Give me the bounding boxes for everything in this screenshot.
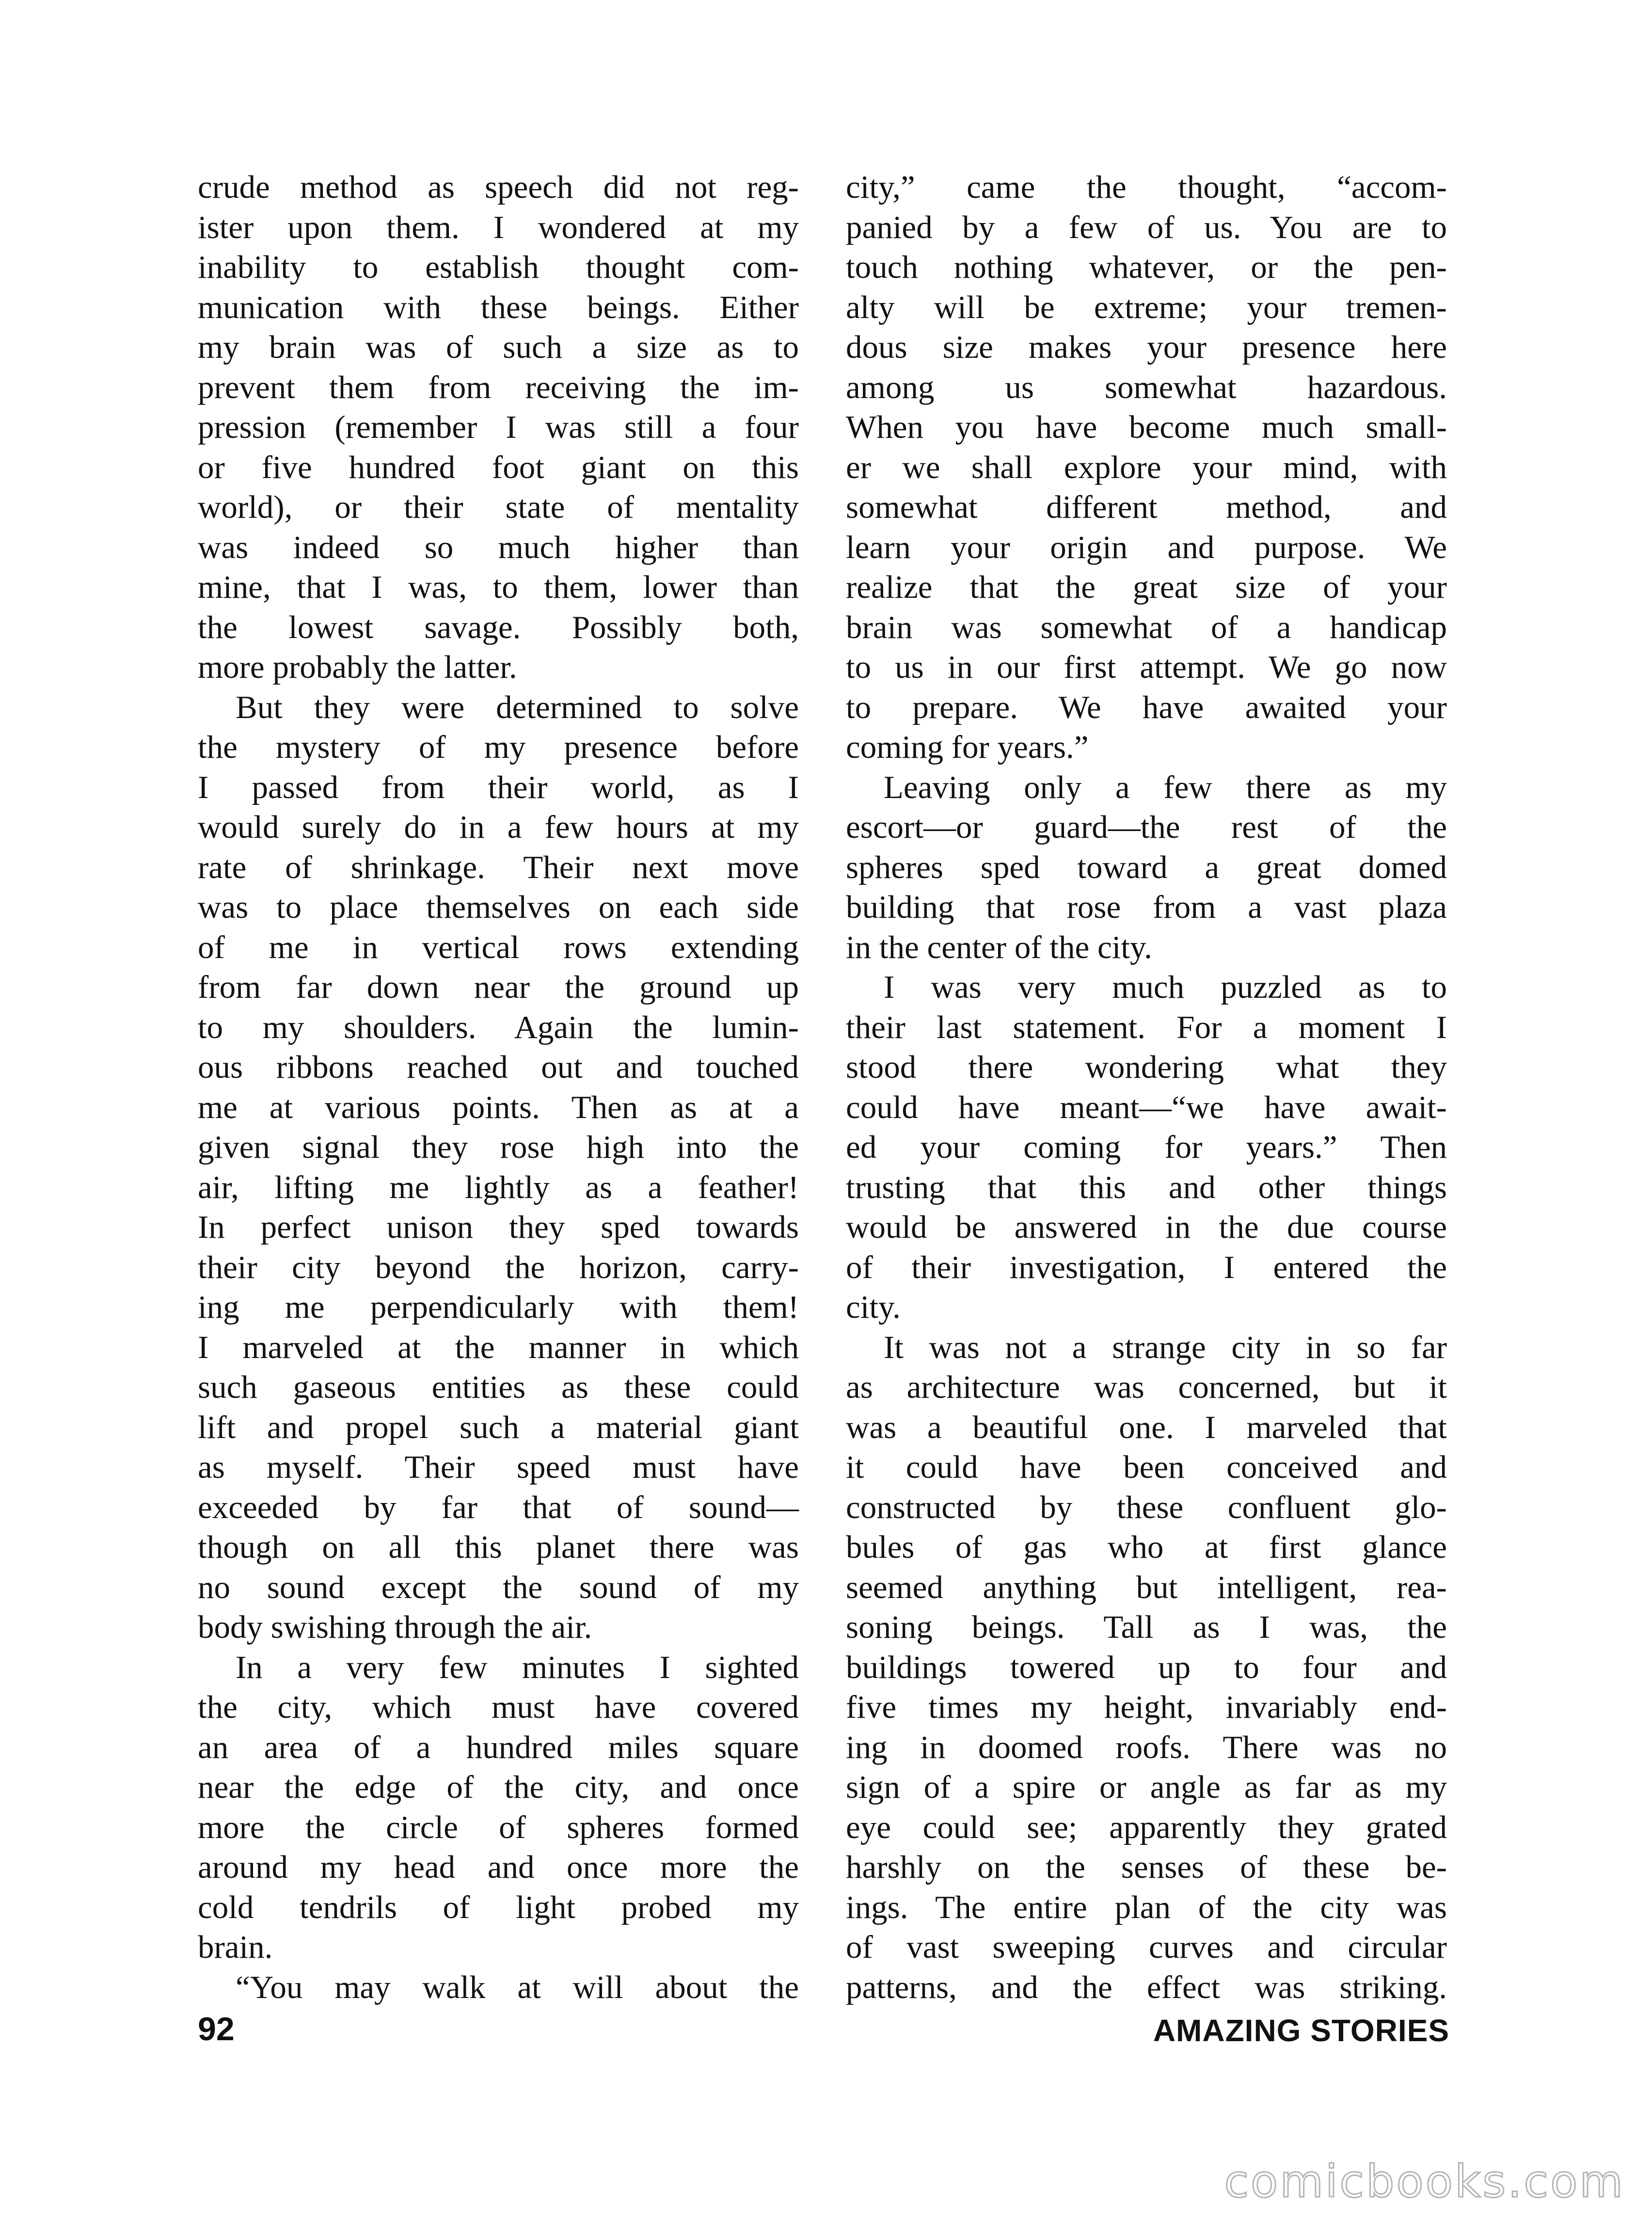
text-line: I was very much puzzled as to [884, 969, 1447, 1005]
text-line: was indeed so much higher than [198, 529, 799, 565]
text-line: dous size makes your presence here [846, 329, 1447, 365]
text-line: But they were determined to solve [236, 689, 799, 725]
text-line: When you have become much small- [846, 409, 1447, 445]
text-line: In a very few minutes I sighted [236, 1649, 799, 1685]
text-line: spheres sped toward a great domed [846, 849, 1447, 885]
text-line: pression (remember I was still a four [198, 409, 799, 445]
magazine-title: AMAZING STORIES [1153, 2013, 1449, 2048]
text-line: was to place themselves on each side [198, 889, 799, 925]
text-line: trusting that this and other things [846, 1169, 1447, 1205]
text-line: near the edge of the city, and once [198, 1769, 799, 1805]
text-line: of their investigation, I entered the [846, 1249, 1447, 1285]
text-line: prevent them from receiving the im- [198, 369, 799, 405]
text-line: as architecture was concerned, but it [846, 1369, 1447, 1405]
text-line: realize that the great size of your [846, 569, 1447, 605]
text-line: world), or their state of mentality [198, 489, 799, 525]
text-line: their city beyond the horizon, carry- [198, 1249, 799, 1285]
text-line: harshly on the senses of these be- [846, 1849, 1447, 1885]
text-line: ing me perpendicularly with them! [198, 1289, 799, 1325]
text-line: would surely do in a few hours at my [198, 809, 799, 845]
text-line: I passed from their world, as I [198, 769, 799, 805]
text-line: my brain was of such a size as to [198, 329, 799, 365]
text-line: as myself. Their speed must have [198, 1449, 799, 1485]
text-line: constructed by these confluent glo- [846, 1489, 1447, 1525]
text-line: more probably the latter. [198, 649, 517, 685]
text-line: to us in our first attempt. We go now [846, 649, 1447, 685]
text-line: touch nothing whatever, or the pen- [846, 249, 1447, 285]
text-line: mine, that I was, to them, lower than [198, 569, 799, 605]
text-line: alty will be extreme; your tremen- [846, 289, 1447, 325]
text-line: their last statement. For a moment I [846, 1009, 1447, 1045]
text-line: me at various points. Then as at a [198, 1089, 799, 1125]
text-line: ing in doomed roofs. There was no [846, 1729, 1447, 1765]
text-line: “You may walk at will about the [236, 1969, 799, 2005]
text-line: such gaseous entities as these could [198, 1369, 799, 1405]
text-line: more the circle of spheres formed [198, 1809, 799, 1845]
text-line: building that rose from a vast plaza [846, 889, 1447, 925]
text-line: stood there wondering what they [846, 1049, 1447, 1085]
text-line: soning beings. Tall as I was, the [846, 1609, 1447, 1645]
text-line: ister upon them. I wondered at my [198, 209, 799, 245]
text-line: I marveled at the manner in which [198, 1329, 799, 1365]
text-line: would be answered in the due course [846, 1209, 1447, 1245]
page-number: 92 [198, 2011, 235, 2047]
text-line: somewhat different method, and [846, 489, 1447, 525]
text-line: sign of a spire or angle as far as my [846, 1769, 1447, 1805]
right-text-column [846, 167, 1447, 2007]
text-line: given signal they rose high into the [198, 1129, 799, 1165]
text-line: the city, which must have covered [198, 1689, 799, 1725]
text-line: city. [846, 1289, 901, 1325]
text-line: to prepare. We have awaited your [846, 689, 1447, 725]
text-line: er we shall explore your mind, with [846, 449, 1447, 485]
text-line: In perfect unison they sped towards [198, 1209, 799, 1245]
text-line: though on all this planet there was [198, 1529, 799, 1565]
text-line: Leaving only a few there as my [884, 769, 1447, 805]
text-line: buildings towered up to four and [846, 1649, 1447, 1685]
left-text-column [198, 167, 799, 2007]
text-line: It was not a strange city in so far [884, 1329, 1447, 1365]
text-line: eye could see; apparently they grated [846, 1809, 1447, 1845]
text-line: around my head and once more the [198, 1849, 799, 1885]
text-line: seemed anything but intelligent, rea- [846, 1569, 1447, 1605]
text-line: lift and propel such a material giant [198, 1409, 799, 1445]
text-line: coming for years.” [846, 729, 1089, 765]
text-line: or five hundred foot giant on this [198, 449, 799, 485]
watermark: comicbooks.com [1224, 2156, 1625, 2207]
text-line: air, lifting me lightly as a feather! [198, 1169, 799, 1205]
text-line: no sound except the sound of my [198, 1569, 799, 1605]
text-line: an area of a hundred miles square [198, 1729, 799, 1765]
text-line: crude method as speech did not reg- [198, 169, 799, 205]
text-line: brain was somewhat of a handicap [846, 609, 1447, 645]
text-line: body swishing through the air. [198, 1609, 592, 1645]
text-line: of vast sweeping curves and circular [846, 1929, 1447, 1965]
text-line: bules of gas who at first glance [846, 1529, 1447, 1565]
text-line: brain. [198, 1929, 273, 1965]
text-line: the mystery of my presence before [198, 729, 799, 765]
text-line: rate of shrinkage. Their next move [198, 849, 799, 885]
text-line: in the center of the city. [846, 929, 1152, 965]
text-line: munication with these beings. Either [198, 289, 799, 325]
text-line: was a beautiful one. I marveled that [846, 1409, 1447, 1445]
text-line: could have meant—“we have await- [846, 1089, 1447, 1125]
text-line: among us somewhat hazardous. [846, 369, 1447, 405]
text-line: cold tendrils of light probed my [198, 1889, 799, 1925]
text-line: inability to establish thought com- [198, 249, 799, 285]
text-line: patterns, and the effect was striking. [846, 1969, 1447, 2005]
text-line: escort—or guard—the rest of the [846, 809, 1447, 845]
text-line: ous ribbons reached out and touched [198, 1049, 799, 1085]
text-line: from far down near the ground up [198, 969, 799, 1005]
text-line: of me in vertical rows extending [198, 929, 799, 965]
text-line: five times my height, invariably end- [846, 1689, 1447, 1725]
text-line: to my shoulders. Again the lumin- [198, 1009, 799, 1045]
text-line: exceeded by far that of sound— [198, 1489, 799, 1525]
text-line: the lowest savage. Possibly both, [198, 609, 799, 645]
text-line: ings. The entire plan of the city was [846, 1889, 1447, 1925]
text-line: city,” came the thought, “accom- [846, 169, 1447, 205]
text-line: learn your origin and purpose. We [846, 529, 1447, 565]
text-line: it could have been conceived and [846, 1449, 1447, 1485]
text-line: panied by a few of us. You are to [846, 209, 1447, 245]
text-line: ed your coming for years.” Then [846, 1129, 1447, 1165]
